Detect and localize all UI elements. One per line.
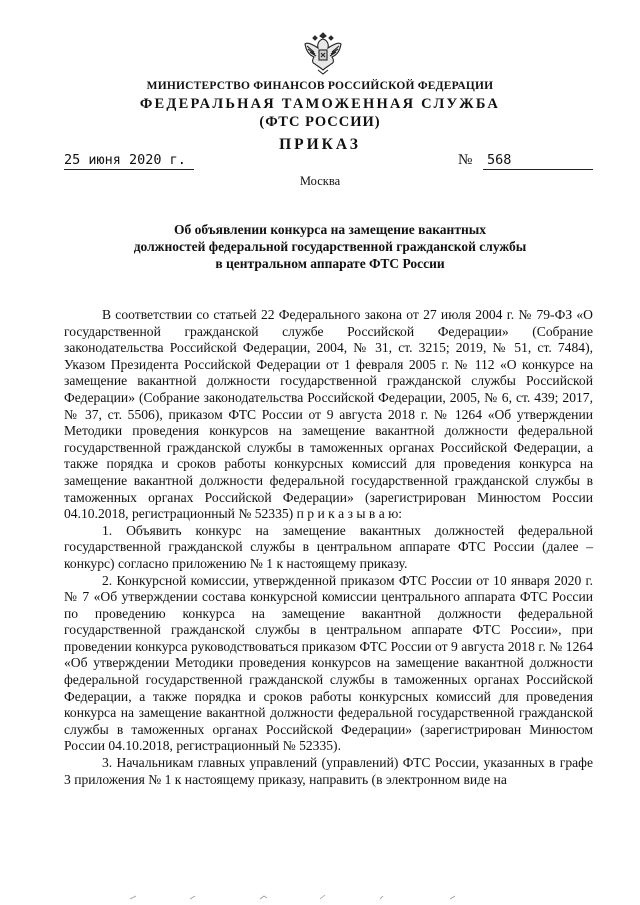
clause-2-paragraph: 2. Конкурсной комиссии, утвержденной приказом ФТС России от 10 января 2020 г. № 7 «Об утверждении состава конкурсной комиссии центрального аппарата ФТС России по проведению конкурса на замещение вакантной должности федеральной государственной гражданской службы в центральном аппарате ФТС России», при проведении конкурса руководствоваться приказом ФТС России от 9 августа 2018 г. № 1264 «Об утверждении Методики проведения конкурсов на замещение вакантной должности федеральной государственной гражданской службы в таможенных органах Российской Федерации, а также порядка и сроков работы конкурсных комиссий для проведения конкурса на замещение вакантной должности федеральной государственной гражданской службы в таможенных органах Российской Федерации» (зарегистрирован Минюстом России 04.10.2018, регистрационный № 52335). xyxy=(64,572,593,754)
order-date: 25 июня 2020 г. xyxy=(64,152,194,170)
service-name: ФЕДЕРАЛЬНАЯ ТАМОЖЕННАЯ СЛУЖБА xyxy=(139,96,501,112)
ministry-name: МИНИСТЕРСТВО ФИНАНСОВ РОССИЙСКОЙ ФЕДЕРАЦИИ xyxy=(146,80,494,92)
page-bottom-scan-marks xyxy=(120,893,520,901)
clause-1-paragraph: 1. Объявить конкурс на замещение вакантных должностей федеральной государственной гражданской службы в центральном аппарате ФТС России (далее – конкурс) согласно приложению № 1 к настоящему приказу. xyxy=(64,522,593,571)
heading-line-3: в центральном аппарате ФТС России xyxy=(215,256,445,271)
order-subject-heading xyxy=(100,221,560,272)
order-title: ПРИКАЗ xyxy=(279,136,361,153)
preamble-text: В соответствии со статьей 22 Федерального закона от 27 июля 2004 г. № 79-ФЗ «О государственной гражданской службе Российской Федерации» (Собрание законодательства Российской Федерации, 2004, № 31, ст. 3215; 2019, № 51, ст. 7484), Указом Президента Российской Федерации от 1 февраля 2005 г. № 112 «О конкурсе на замещение вакантной должности государственной гражданской службы Российской Федерации» (Собрание законодательства Российской Федерации, 2005, № 6, ст. 439; 2017, № 37, ст. 5506), приказом ФТС России от 9 августа 2018 г. № 1264 «Об утверждении Методики проведения конкурсов на замещение вакантной должности федеральной государственной гражданской службы в таможенных органах Российской Федерации, а также порядка и сроков работы конкурсных комиссий для проведения конкурса на замещение вакантной должности федеральной государственной гражданской службы в таможенных органах Российской Федерации» (зарегистрирован Минюстом России 04.10.2018, регистрационный № 52335) xyxy=(64,307,593,522)
clause-3-paragraph: 3. Начальникам главных управлений (управлений) ФТС России, указанных в графе 3 приложения № 1 к настоящему приказу, направить (в электронном виде на xyxy=(64,755,593,787)
order-number-sign: № xyxy=(458,152,473,168)
heading-line-2: должностей федеральной государственной гражданской службы xyxy=(133,239,527,254)
coat-of-arms-emblem-icon xyxy=(303,30,343,76)
order-body xyxy=(64,307,593,788)
heading-line-1: Об объявлении конкурса на замещение вакантных xyxy=(173,222,487,237)
order-number: 568 xyxy=(483,152,593,170)
issue-city: Москва xyxy=(299,174,341,188)
preamble-paragraph xyxy=(64,307,593,523)
order-directive: п р и к а з ы в а ю: xyxy=(296,506,403,522)
service-abbreviation: (ФТС РОССИИ) xyxy=(259,114,381,130)
